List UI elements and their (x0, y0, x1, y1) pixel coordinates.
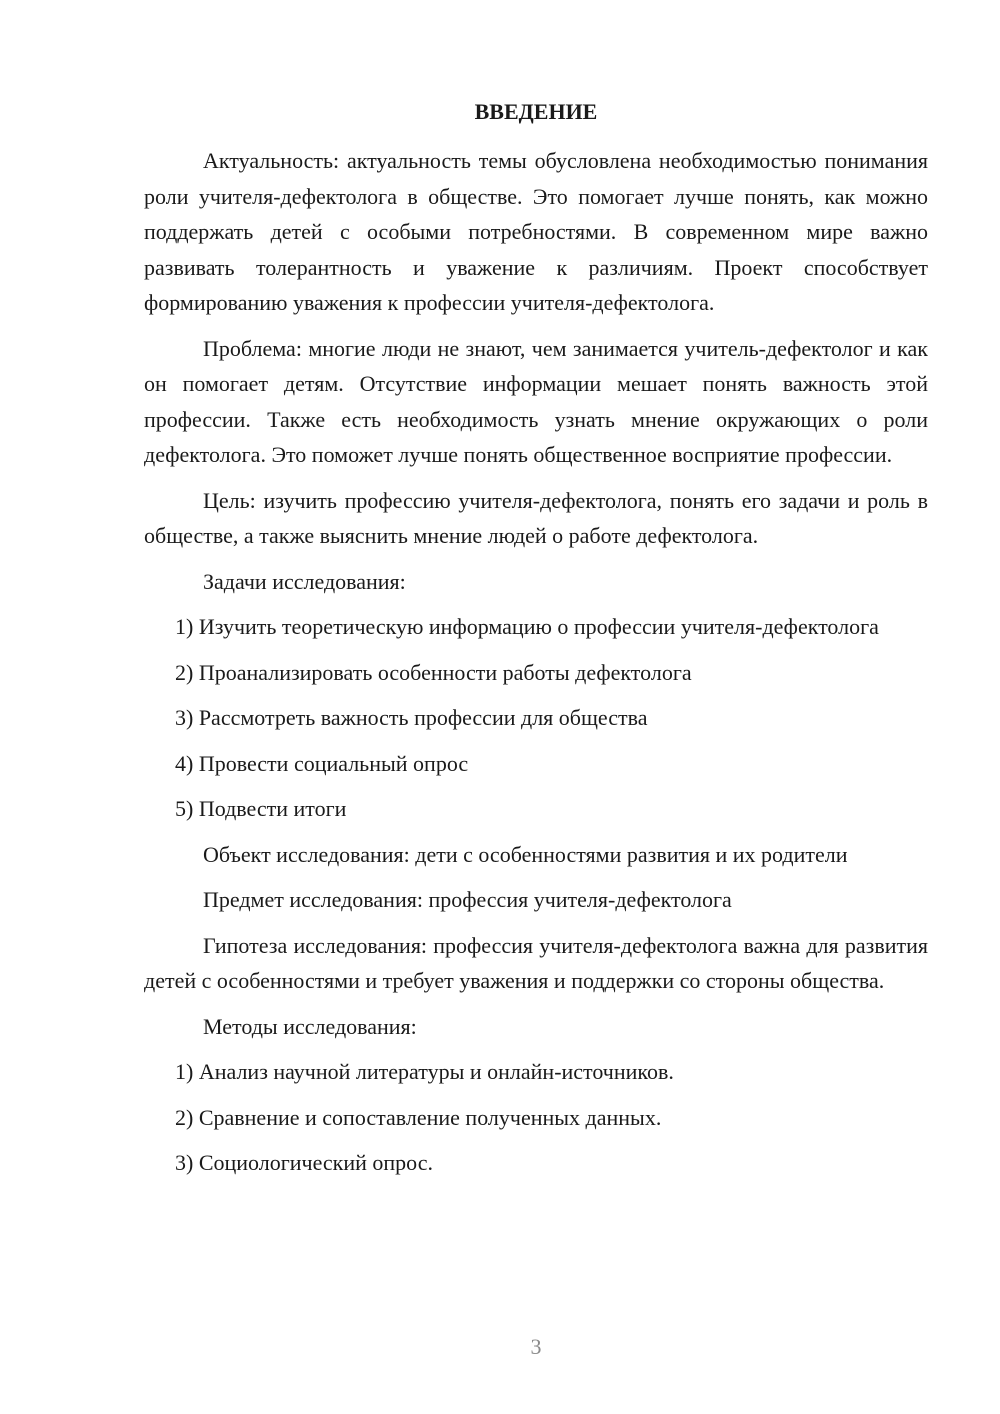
page-number: 3 (530, 1334, 542, 1359)
task-item-3: 3) Рассмотреть важность профессии для общества (175, 705, 648, 730)
page-content (144, 94, 928, 1191)
goal-paragraph: Цель: изучить профессию учителя-дефектолога, понять его задачи и роль в обществе, а также выяснить мнение людей о работе дефектолога. (144, 487, 928, 548)
method-item-3: 3) Социологический опрос. (175, 1150, 433, 1175)
problem-paragraph: Проблема: многие люди не знают, чем занимается учитель-дефектолог и как он помогает детям. Отсутствие информации мешает понять важность этой профессии. Также есть необходимость узнать мнение окружающих о роли дефектолога. Это поможет лучше понять общественное восприятие профессии. (144, 335, 928, 467)
task-item-1: 1) Изучить теоретическую информацию о профессии учителя-дефектолога (175, 614, 879, 639)
task-item-2: 2) Проанализировать особенности работы дефектолога (175, 659, 692, 685)
research-object: Объект исследования: дети с особенностями развития и их родители (203, 841, 848, 867)
hypothesis-paragraph: Гипотеза исследования: профессия учителя-дефектолога важна для развития детей с особенностями и требует уважения и поддержки со стороны общества. (144, 932, 928, 993)
research-subject: Предмет исследования: профессия учителя-дефектолога (203, 887, 732, 912)
methods-title: Методы исследования: (203, 1013, 417, 1039)
task-item-4: 4) Провести социальный опрос (175, 750, 469, 776)
relevance-paragraph: Актуальность: актуальность темы обусловлена необходимостью понимания роли учителя-дефектолога в обществе. Это помогает лучше понять, как можно поддержать детей с особыми потребностями. В современном мире важно развивать толерантность и уважение к различиям. Проект способствует формированию уважения к профессии учителя-дефектолога. (144, 148, 928, 315)
section-heading: ВВЕДЕНИЕ (474, 99, 598, 124)
method-item-1: 1) Анализ научной литературы и онлайн-источников. (175, 1059, 674, 1084)
tasks-title: Задачи исследования: (203, 568, 406, 594)
task-item-5: 5) Подвести итоги (175, 796, 347, 821)
method-item-2: 2) Сравнение и сопоставление полученных данных. (175, 1104, 662, 1130)
